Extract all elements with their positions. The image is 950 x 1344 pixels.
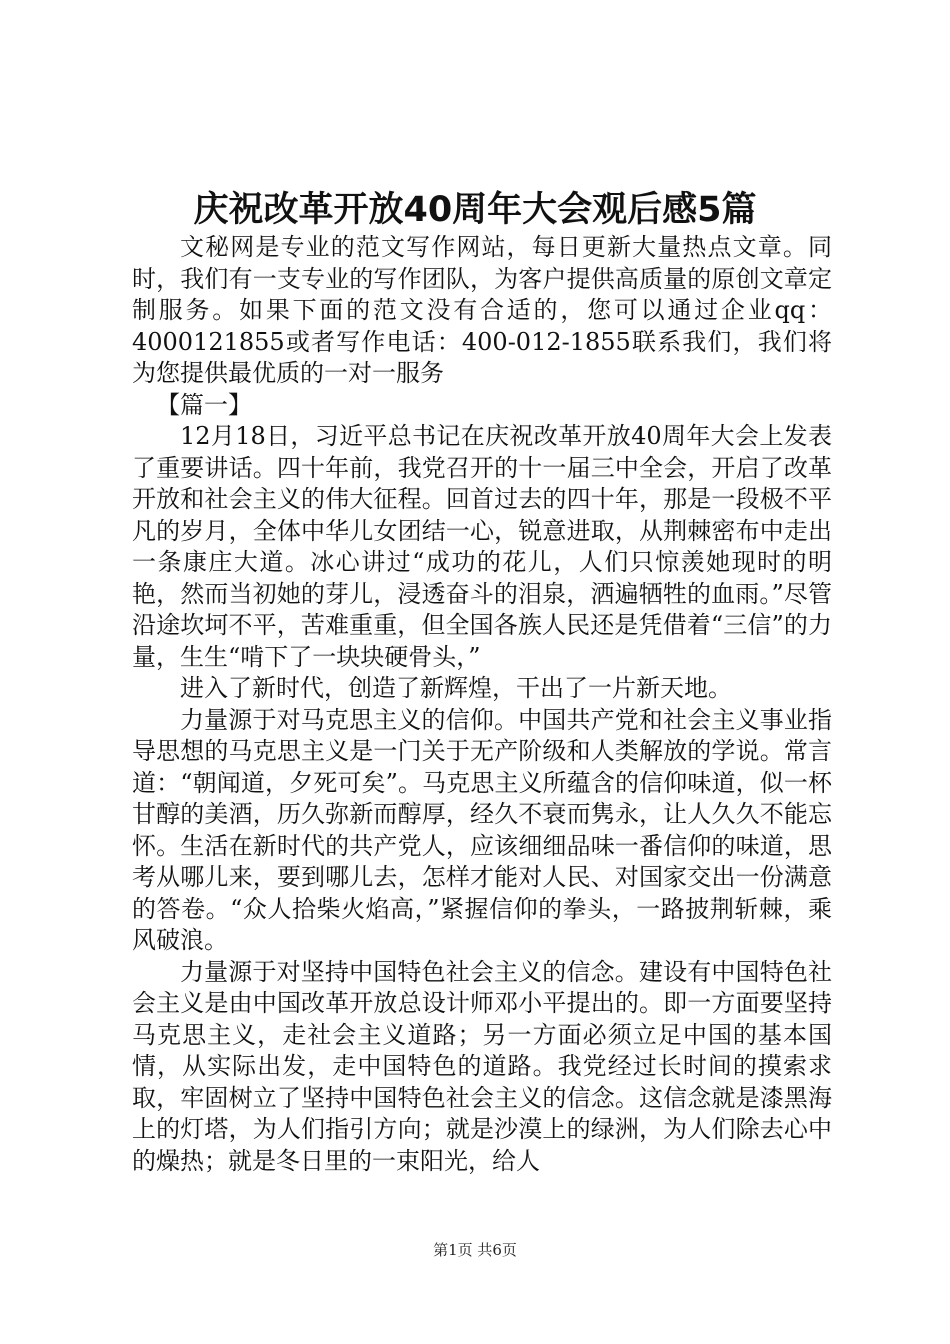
intro-paragraph: 文秘网是专业的范文写作网站，每日更新大量热点文章。同时，我们有一支专业的写作团队，为客户提供高质量的原创文章定制服务。如果下面的范文没有合适的，您可以通过企业qq：4000121855或者写作电话：400-012-1855联系我们，我们将为您提供最优质的一对一服务 [132, 233, 832, 387]
document-title: 庆祝改革开放40周年大会观后感5篇 [193, 190, 757, 230]
body-paragraph: 进入了新时代，创造了新辉煌，干出了一片新天地。 [180, 674, 732, 702]
document-body [132, 232, 832, 1177]
section-heading: 【篇一】 [156, 390, 252, 419]
body-paragraph: 力量源于对坚持中国特色社会主义的信念。建设有中国特色社会主义是由中国改革开放总设计师邓小平提出的。即一方面要坚持马克思主义，走社会主义道路；另一方面必须立足中国的基本国情，从实际出发，走中国特色的道路。我党经过长时间的摸索求取，牢固树立了坚持中国特色社会主义的信念。这信念就是漆黑海上的灯塔，为人们指引方向；就是沙漠上的绿洲，为人们除去心中的燥热；就是冬日里的一束阳光，给人 [132, 957, 832, 1175]
body-paragraph: 12月18日，习近平总书记在庆祝改革开放40周年大会上发表了重要讲话。四十年前，我党召开的十一届三中全会，开启了改革开放和社会主义的伟大征程。回首过去的四十年，那是一段极不平凡的岁月，全体中华儿女团结一心，锐意进取，从荆棘密布中走出一条康庄大道。冰心讲过“成功的花儿，人们只惊羡她现时的明艳，然而当初她的芽儿，浸透奋斗的泪泉，洒遍牺牲的血雨。”尽管沿途坎坷不平，苦难重重，但全国各族人民还是凭借着“三信”的力量，生生“啃下了一块块硬骨头，” [132, 422, 832, 671]
body-paragraph: 力量源于对马克思主义的信仰。中国共产党和社会主义事业指导思想的马克思主义是一门关于无产阶级和人类解放的学说。常言道：“朝闻道，夕死可矣”。马克思主义所蕴含的信仰味道，似一杯甘醇的美酒，历久弥新而醇厚，经久不衰而隽永，让人久久不能忘怀。生活在新时代的共产党人，应该细细品味一番信仰的味道，思考从哪儿来，要到哪儿去，怎样才能对人民、对国家交出一份满意的答卷。“众人拾柴火焰高，”紧握信仰的拳头，一路披荆斩棘，乘风破浪。 [132, 705, 832, 954]
page-number-footer: 第1页 共6页 [433, 1241, 517, 1259]
